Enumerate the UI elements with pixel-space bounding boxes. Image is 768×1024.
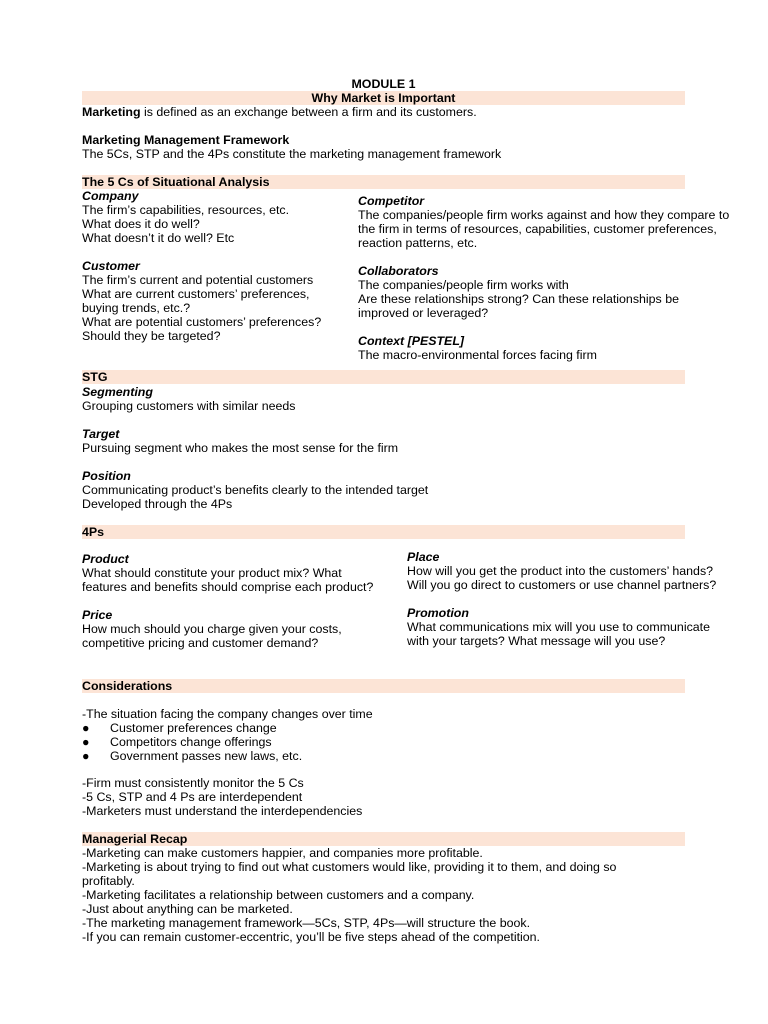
four-ps-heading: 4Ps — [82, 525, 105, 539]
customer-block — [82, 259, 321, 343]
place-title: Place — [407, 550, 440, 564]
place-line: Will you go direct to customers or use channel partners? — [407, 578, 717, 592]
product-title: Product — [82, 552, 129, 566]
company-block — [82, 189, 289, 245]
competitor-line: the firm in terms of resources, capabilities, customer preferences, — [358, 222, 717, 236]
bullet-glyph: ● — [82, 721, 90, 735]
recap-band — [82, 832, 685, 846]
recap-block — [82, 846, 616, 944]
price-block — [82, 608, 342, 650]
five-cs-heading: The 5 Cs of Situational Analysis — [82, 175, 270, 189]
customer-line: buying trends, etc.? — [82, 301, 191, 315]
position-block — [82, 469, 428, 511]
considerations-lead: -The situation facing the company changes over time — [82, 707, 373, 721]
price-line: competitive pricing and customer demand? — [82, 636, 319, 650]
considerations-line: -Firm must consistently monitor the 5 Cs — [82, 776, 304, 790]
company-line: The firm’s capabilities, resources, etc. — [82, 203, 290, 217]
segmenting-block — [82, 385, 295, 413]
position-line: Communicating product’s benefits clearly to the intended target — [82, 483, 429, 497]
target-block — [82, 427, 398, 455]
customer-title: Customer — [82, 259, 140, 273]
customer-line: What are current customers’ preferences, — [82, 287, 310, 301]
bullet-text: Customer preferences change — [110, 721, 277, 735]
recap-heading: Managerial Recap — [82, 832, 188, 846]
target-line: Pursuing segment who makes the most sense for the firm — [82, 441, 399, 455]
recap-line: -The marketing management framework—5Cs, STP, 4Ps—will structure the book. — [82, 916, 531, 930]
collaborators-line: Are these relationships strong? Can these relationships be — [358, 292, 679, 306]
bullet-item — [82, 735, 373, 749]
marketing-definition — [82, 105, 477, 119]
promotion-line: What communications mix will you use to communicate — [407, 620, 710, 634]
considerations-notes — [82, 776, 362, 818]
position-title: Position — [82, 469, 131, 483]
price-line: How much should you charge given your costs, — [82, 622, 342, 636]
segmenting-line: Grouping customers with similar needs — [82, 399, 296, 413]
considerations-block — [82, 707, 373, 763]
place-line: How will you get the product into the customers’ hands? — [407, 564, 714, 578]
mmf-heading: Marketing Management Framework — [82, 133, 290, 147]
customer-line: Should they be targeted? — [82, 329, 221, 343]
context-title: Context [PESTEL] — [358, 334, 465, 348]
considerations-line: -Marketers must understand the interdependencies — [82, 804, 363, 818]
place-block — [407, 550, 716, 592]
bullet-text: Competitors change offerings — [110, 735, 272, 749]
definition-term: Marketing — [82, 105, 141, 119]
customer-line: The firm’s current and potential customers — [82, 273, 314, 287]
page-title: Why Market is Important — [311, 91, 456, 105]
title-band — [82, 91, 685, 105]
company-line: What does it do well? — [82, 217, 200, 231]
context-line: The macro-environmental forces facing firm — [358, 348, 597, 362]
competitor-block — [358, 194, 729, 250]
position-line: Developed through the 4Ps — [82, 497, 233, 511]
competitor-title: Competitor — [358, 194, 425, 208]
considerations-band — [82, 679, 685, 693]
competitor-line: The companies/people firm works against and how they compare to — [358, 208, 730, 222]
considerations-heading: Considerations — [82, 679, 173, 693]
mmf-text: The 5Cs, STP and the 4Ps constitute the marketing management framework — [82, 147, 502, 161]
company-title: Company — [82, 189, 139, 203]
product-block — [82, 552, 373, 594]
company-line: What doesn’t it do well? Etc — [82, 231, 235, 245]
product-line: features and benefits should comprise each product? — [82, 580, 374, 594]
recap-line: -Marketing can make customers happier, and companies more profitable. — [82, 846, 483, 860]
price-title: Price — [82, 608, 113, 622]
product-line: What should constitute your product mix? What — [82, 566, 342, 580]
promotion-block — [407, 606, 710, 648]
bullet-text: Government passes new laws, etc. — [110, 749, 303, 763]
collaborators-line: The companies/people firm works with — [358, 278, 569, 292]
collaborators-line: improved or leveraged? — [358, 306, 489, 320]
stg-band — [82, 370, 685, 384]
customer-line: What are potential customers’ preferences? — [82, 315, 322, 329]
recap-line: -Just about anything can be marketed. — [82, 902, 293, 916]
promotion-title: Promotion — [407, 606, 469, 620]
considerations-line: -5 Cs, STP and 4 Ps are interdependent — [82, 790, 303, 804]
bullet-glyph: ● — [82, 749, 90, 763]
recap-line: -Marketing is about trying to find out what customers would like, providing it to them, and doing so — [82, 860, 617, 874]
stg-heading: STG — [82, 370, 108, 384]
collaborators-block — [358, 264, 679, 320]
bullet-item — [82, 721, 373, 735]
competitor-line: reaction patterns, etc. — [358, 236, 478, 250]
four-ps-band — [82, 525, 685, 539]
recap-line: -If you can remain customer-eccentric, you’ll be five steps ahead of the competition. — [82, 930, 540, 944]
segmenting-title: Segmenting — [82, 385, 153, 399]
promotion-line: with your targets? What message will you use? — [407, 634, 666, 648]
bullet-item — [82, 749, 373, 763]
recap-line: -Marketing facilitates a relationship between customers and a company. — [82, 888, 475, 902]
bullet-glyph: ● — [82, 735, 90, 749]
definition-text: is defined as an exchange between a firm and its customers. — [140, 105, 477, 119]
recap-line: profitably. — [82, 874, 135, 888]
target-title: Target — [82, 427, 120, 441]
module-label: MODULE 1 — [351, 77, 416, 91]
five-cs-band — [82, 175, 685, 189]
context-block — [358, 334, 597, 362]
collaborators-title: Collaborators — [358, 264, 439, 278]
